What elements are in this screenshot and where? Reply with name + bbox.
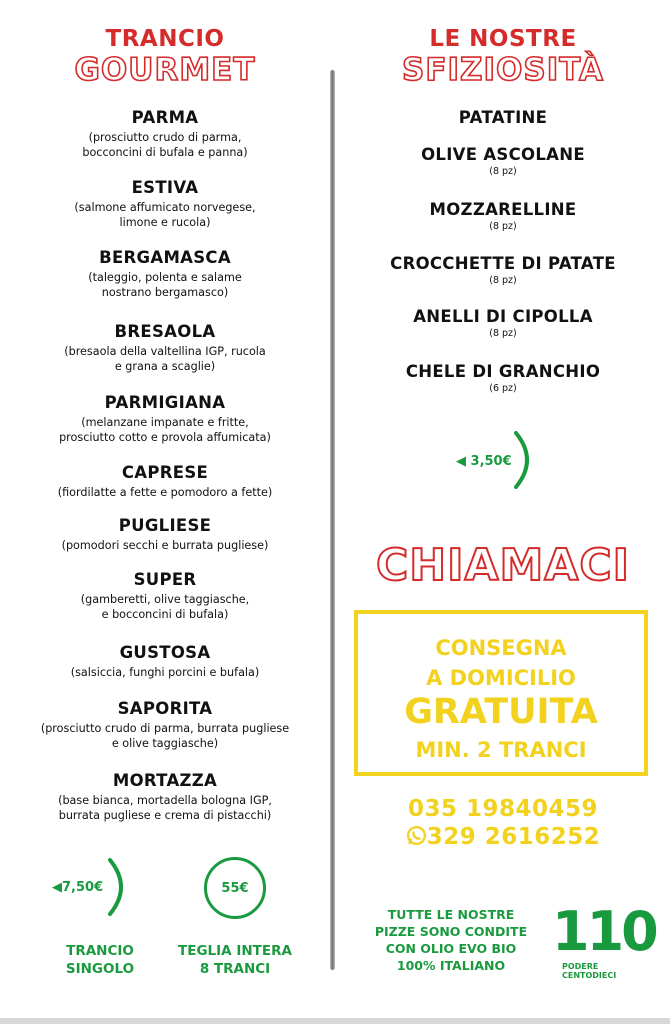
pizza-description-line: prosciutto cotto e provola affumicata)	[59, 431, 271, 444]
pizza-description-line: e olive taggiasche)	[111, 737, 219, 750]
olive-oil-note	[356, 906, 546, 974]
pizza-description-line: (prosciutto crudo di parma, burrata pugliese	[40, 722, 290, 735]
snack-quantity: (6 pz)	[489, 383, 517, 394]
pizza-description-line: (melanzane impanate e fritte,	[81, 416, 249, 429]
pizza-description	[0, 793, 330, 823]
whole-price-value: 55€	[221, 880, 249, 896]
pizza-description-line: (taleggio, polenta e salame	[88, 271, 242, 284]
brand-logo-line: CENTODIECI	[562, 971, 617, 980]
delivery-minimum: MIN. 2 TRANCI	[415, 738, 587, 762]
bracket-icon	[512, 430, 542, 490]
pizza-name: SUPER	[133, 570, 197, 589]
bottom-border	[0, 1018, 670, 1024]
pizza-item	[0, 771, 330, 823]
snack-price	[456, 454, 512, 469]
whole-label-line: TEGLIA INTERA	[178, 943, 292, 959]
pizza-item	[0, 643, 330, 680]
single-price	[52, 880, 103, 895]
delivery-free: GRATUITA	[404, 692, 598, 732]
delivery-line: A DOMICILIO	[426, 666, 576, 690]
single-price-value: 7,50€	[62, 880, 104, 895]
whatsapp-icon	[406, 825, 427, 846]
snack-quantity: (8 pz)	[489, 328, 517, 339]
brand-logo-line: PODERE	[562, 962, 599, 971]
pizza-description-line: (salsiccia, funghi porcini e bufala)	[70, 666, 260, 679]
brand-logo-text	[562, 962, 616, 980]
single-label-line: SINGOLO	[65, 961, 135, 977]
snack-quantity: (8 pz)	[489, 275, 517, 286]
whole-label-line: 8 TRANCI	[199, 961, 271, 977]
delivery-line: CONSEGNA	[435, 636, 567, 660]
pizza-name: ESTIVA	[131, 178, 199, 197]
pizza-description-line: bocconcini di bufala e panna)	[82, 146, 248, 159]
pizza-description	[0, 415, 330, 445]
note-line: TUTTE LE NOSTRE	[387, 907, 515, 922]
phone-number[interactable]: 035 19840459	[407, 796, 599, 822]
pizza-description-line: limone e rucola)	[119, 216, 211, 229]
pizza-name: PARMIGIANA	[104, 393, 226, 412]
snack-item	[336, 307, 670, 339]
pizza-name: BERGAMASCA	[99, 248, 231, 267]
whole-price-badge	[204, 857, 266, 919]
snack-item	[336, 145, 670, 177]
whatsapp-number[interactable]	[336, 824, 670, 850]
pizza-item	[0, 108, 330, 160]
pizza-description	[0, 344, 330, 374]
snack-quantity: (8 pz)	[489, 221, 517, 232]
pizza-description	[0, 721, 330, 751]
snack-quantity: (8 pz)	[489, 166, 517, 177]
pizza-item	[0, 570, 330, 622]
pizza-description	[0, 270, 330, 300]
pizza-description-line: (base bianca, mortadella bologna IGP,	[58, 794, 272, 807]
gourmet-title-top: TRANCIO	[105, 26, 225, 52]
pizza-item	[0, 178, 330, 230]
snacks-title: SFIZIOSITÀ	[402, 52, 604, 88]
whatsapp-number-text: 329 2616252	[426, 824, 601, 850]
snack-item	[336, 254, 670, 286]
pizza-name: GUSTOSA	[119, 643, 211, 662]
arrow-left-icon: ◀	[52, 880, 62, 895]
pizza-description-line: (salmone affumicato norvegese,	[74, 201, 256, 214]
call-heading: CHIAMACI	[375, 540, 631, 591]
bracket-icon	[106, 857, 136, 917]
whole-label	[160, 942, 310, 978]
pizza-description-line: (bresaola della valtellina IGP, rucola	[64, 345, 266, 358]
snacks-title-top: LE NOSTRE	[429, 26, 577, 52]
pizza-description-line: (pomodori secchi e burrata pugliese)	[61, 539, 269, 552]
pizza-name: SAPORITA	[117, 699, 213, 718]
pizza-description-line: (prosciutto crudo di parma,	[88, 131, 242, 144]
snack-name: CROCCHETTE DI PATATE	[390, 254, 616, 273]
pizza-item	[0, 463, 330, 500]
snack-name: CHELE DI GRANCHIO	[405, 362, 601, 381]
snack-name: PATATINE	[458, 108, 548, 127]
snack-item	[336, 200, 670, 232]
gourmet-title: GOURMET	[74, 52, 256, 88]
pizza-name: MORTAZZA	[112, 771, 218, 790]
pizza-description	[0, 538, 330, 553]
column-divider	[330, 70, 335, 970]
note-line: CON OLIO EVO BIO	[385, 941, 517, 956]
snack-name: ANELLI DI CIPOLLA	[413, 307, 593, 326]
pizza-name: PARMA	[131, 108, 199, 127]
brand-logo: 110	[552, 900, 656, 963]
pizza-description-line: e bocconcini di bufala)	[101, 608, 229, 621]
pizza-name: PUGLIESE	[118, 516, 212, 535]
pizza-name: CAPRESE	[121, 463, 209, 482]
free-delivery-box	[354, 610, 648, 776]
pizza-description-line: burrata pugliese e crema di pistacchi)	[58, 809, 272, 822]
note-line: PIZZE SONO CONDITE	[374, 924, 528, 939]
snack-name: MOZZARELLINE	[429, 200, 577, 219]
pizza-description	[0, 200, 330, 230]
pizza-description-line: nostrano bergamasco)	[101, 286, 229, 299]
pizza-description	[0, 592, 330, 622]
snack-item	[336, 362, 670, 394]
snack-price-value: 3,50€	[470, 454, 512, 469]
snack-name: OLIVE ASCOLANE	[421, 145, 585, 164]
pizza-description-line: e grana a scaglie)	[114, 360, 216, 373]
pizza-item	[0, 322, 330, 374]
single-label	[40, 942, 160, 978]
pizza-description-line: (fiordilatte a fette e pomodoro a fette)	[57, 486, 273, 499]
pizza-item	[0, 516, 330, 553]
pizza-item	[0, 699, 330, 751]
single-label-line: TRANCIO	[66, 943, 134, 959]
arrow-left-icon: ◀	[456, 454, 466, 469]
pizza-description-line: (gamberetti, olive taggiasche,	[80, 593, 250, 606]
snack-item	[336, 108, 670, 127]
note-line: 100% ITALIANO	[396, 958, 506, 973]
pizza-name: BRESAOLA	[114, 322, 216, 341]
pizza-item	[0, 248, 330, 300]
pizza-description	[0, 485, 330, 500]
pizza-description	[0, 130, 330, 160]
pizza-description	[0, 665, 330, 680]
pizza-item	[0, 393, 330, 445]
